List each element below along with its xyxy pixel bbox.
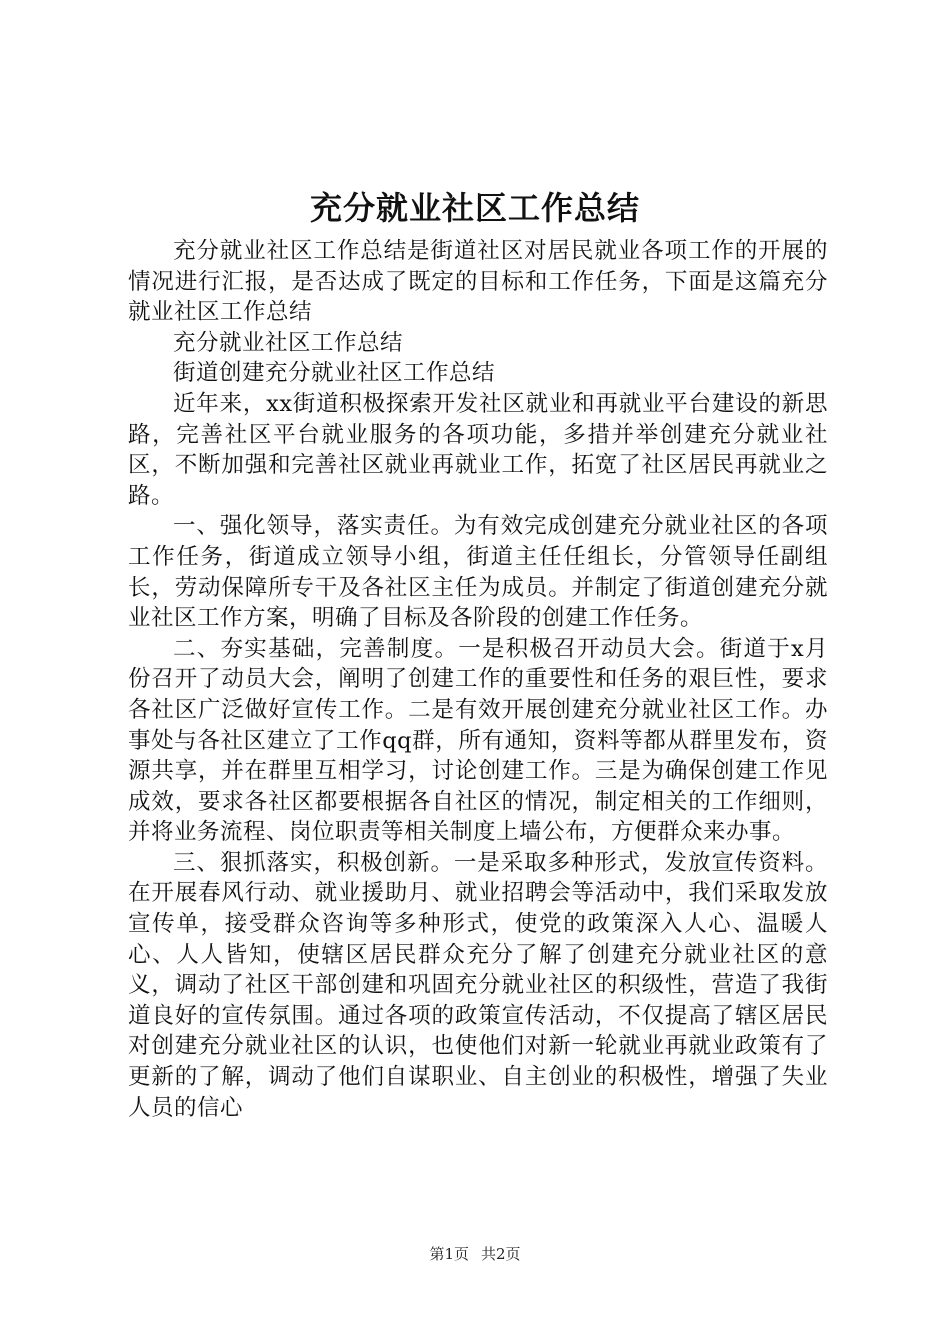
paragraph-section-one: 一、强化领导，落实责任。为有效完成创建充分就业社区的各项工作任务，街道成立领导小组，街道主任任组长，分管领导任副组长，劳动保障所专干及各社区主任为成员。并制定了街道创建充分就业社区工作方案，明确了目标及各阶段的创建工作任务。 bbox=[128, 513, 828, 632]
document-body bbox=[128, 236, 828, 1123]
paragraph-section-two: 二、夯实基础，完善制度。一是积极召开动员大会。街道于x月份召开了动员大会，阐明了创建工作的重要性和任务的艰巨性，要求各社区广泛做好宣传工作。二是有效开展创建充分就业社区工作。办事处与各社区建立了工作qq群，所有通知，资料等都从群里发布，资源共享，并在群里互相学习，讨论创建工作。三是为确保创建工作见成效，要求各社区都要根据各自社区的情况，制定相关的工作细则，并将业务流程、岗位职责等相关制度上墙公布，方便群众来办事。 bbox=[128, 635, 828, 846]
paragraph-subtitle: 充分就业社区工作总结 bbox=[173, 329, 404, 356]
paragraph-section-three: 三、狠抓落实，积极创新。一是采取多种形式，发放宣传资料。在开展春风行动、就业援助月、就业招聘会等活动中，我们采取发放宣传单，接受群众咨询等多种形式，使党的政策深入人心、温暖人心、人人皆知，使辖区居民群众充分了解了创建充分就业社区的意义，调动了社区干部创建和巩固充分就业社区的积级性，营造了我街道良好的宣传氛围。通过各项的政策宣传活动，不仅提高了辖区居民对创建充分就业社区的认识，也使他们对新一轮就业再就业政策有了更新的了解，调动了他们自谋职业、自主创业的积极性，增强了失业人员的信心 bbox=[128, 849, 828, 1121]
paragraph-intro: 充分就业社区工作总结是街道社区对居民就业各项工作的开展的情况进行汇报，是否达成了既定的目标和工作任务，下面是这篇充分就业社区工作总结 bbox=[128, 238, 828, 326]
paragraph-overview: 近年来，xx街道积极探索开发社区就业和再就业平台建设的新思路，完善社区平台就业服务的各项功能，多措并举创建充分就业社区，不断加强和完善社区就业再就业工作，拓宽了社区居民再就业之路。 bbox=[128, 390, 828, 509]
page-total: 共2页 bbox=[481, 1245, 521, 1263]
document-title: 充分就业社区工作总结 bbox=[309, 189, 640, 227]
paragraph-subtitle-street: 街道创建充分就业社区工作总结 bbox=[173, 360, 496, 387]
page-number: 第1页 bbox=[429, 1245, 469, 1263]
page-footer bbox=[0, 1244, 950, 1264]
